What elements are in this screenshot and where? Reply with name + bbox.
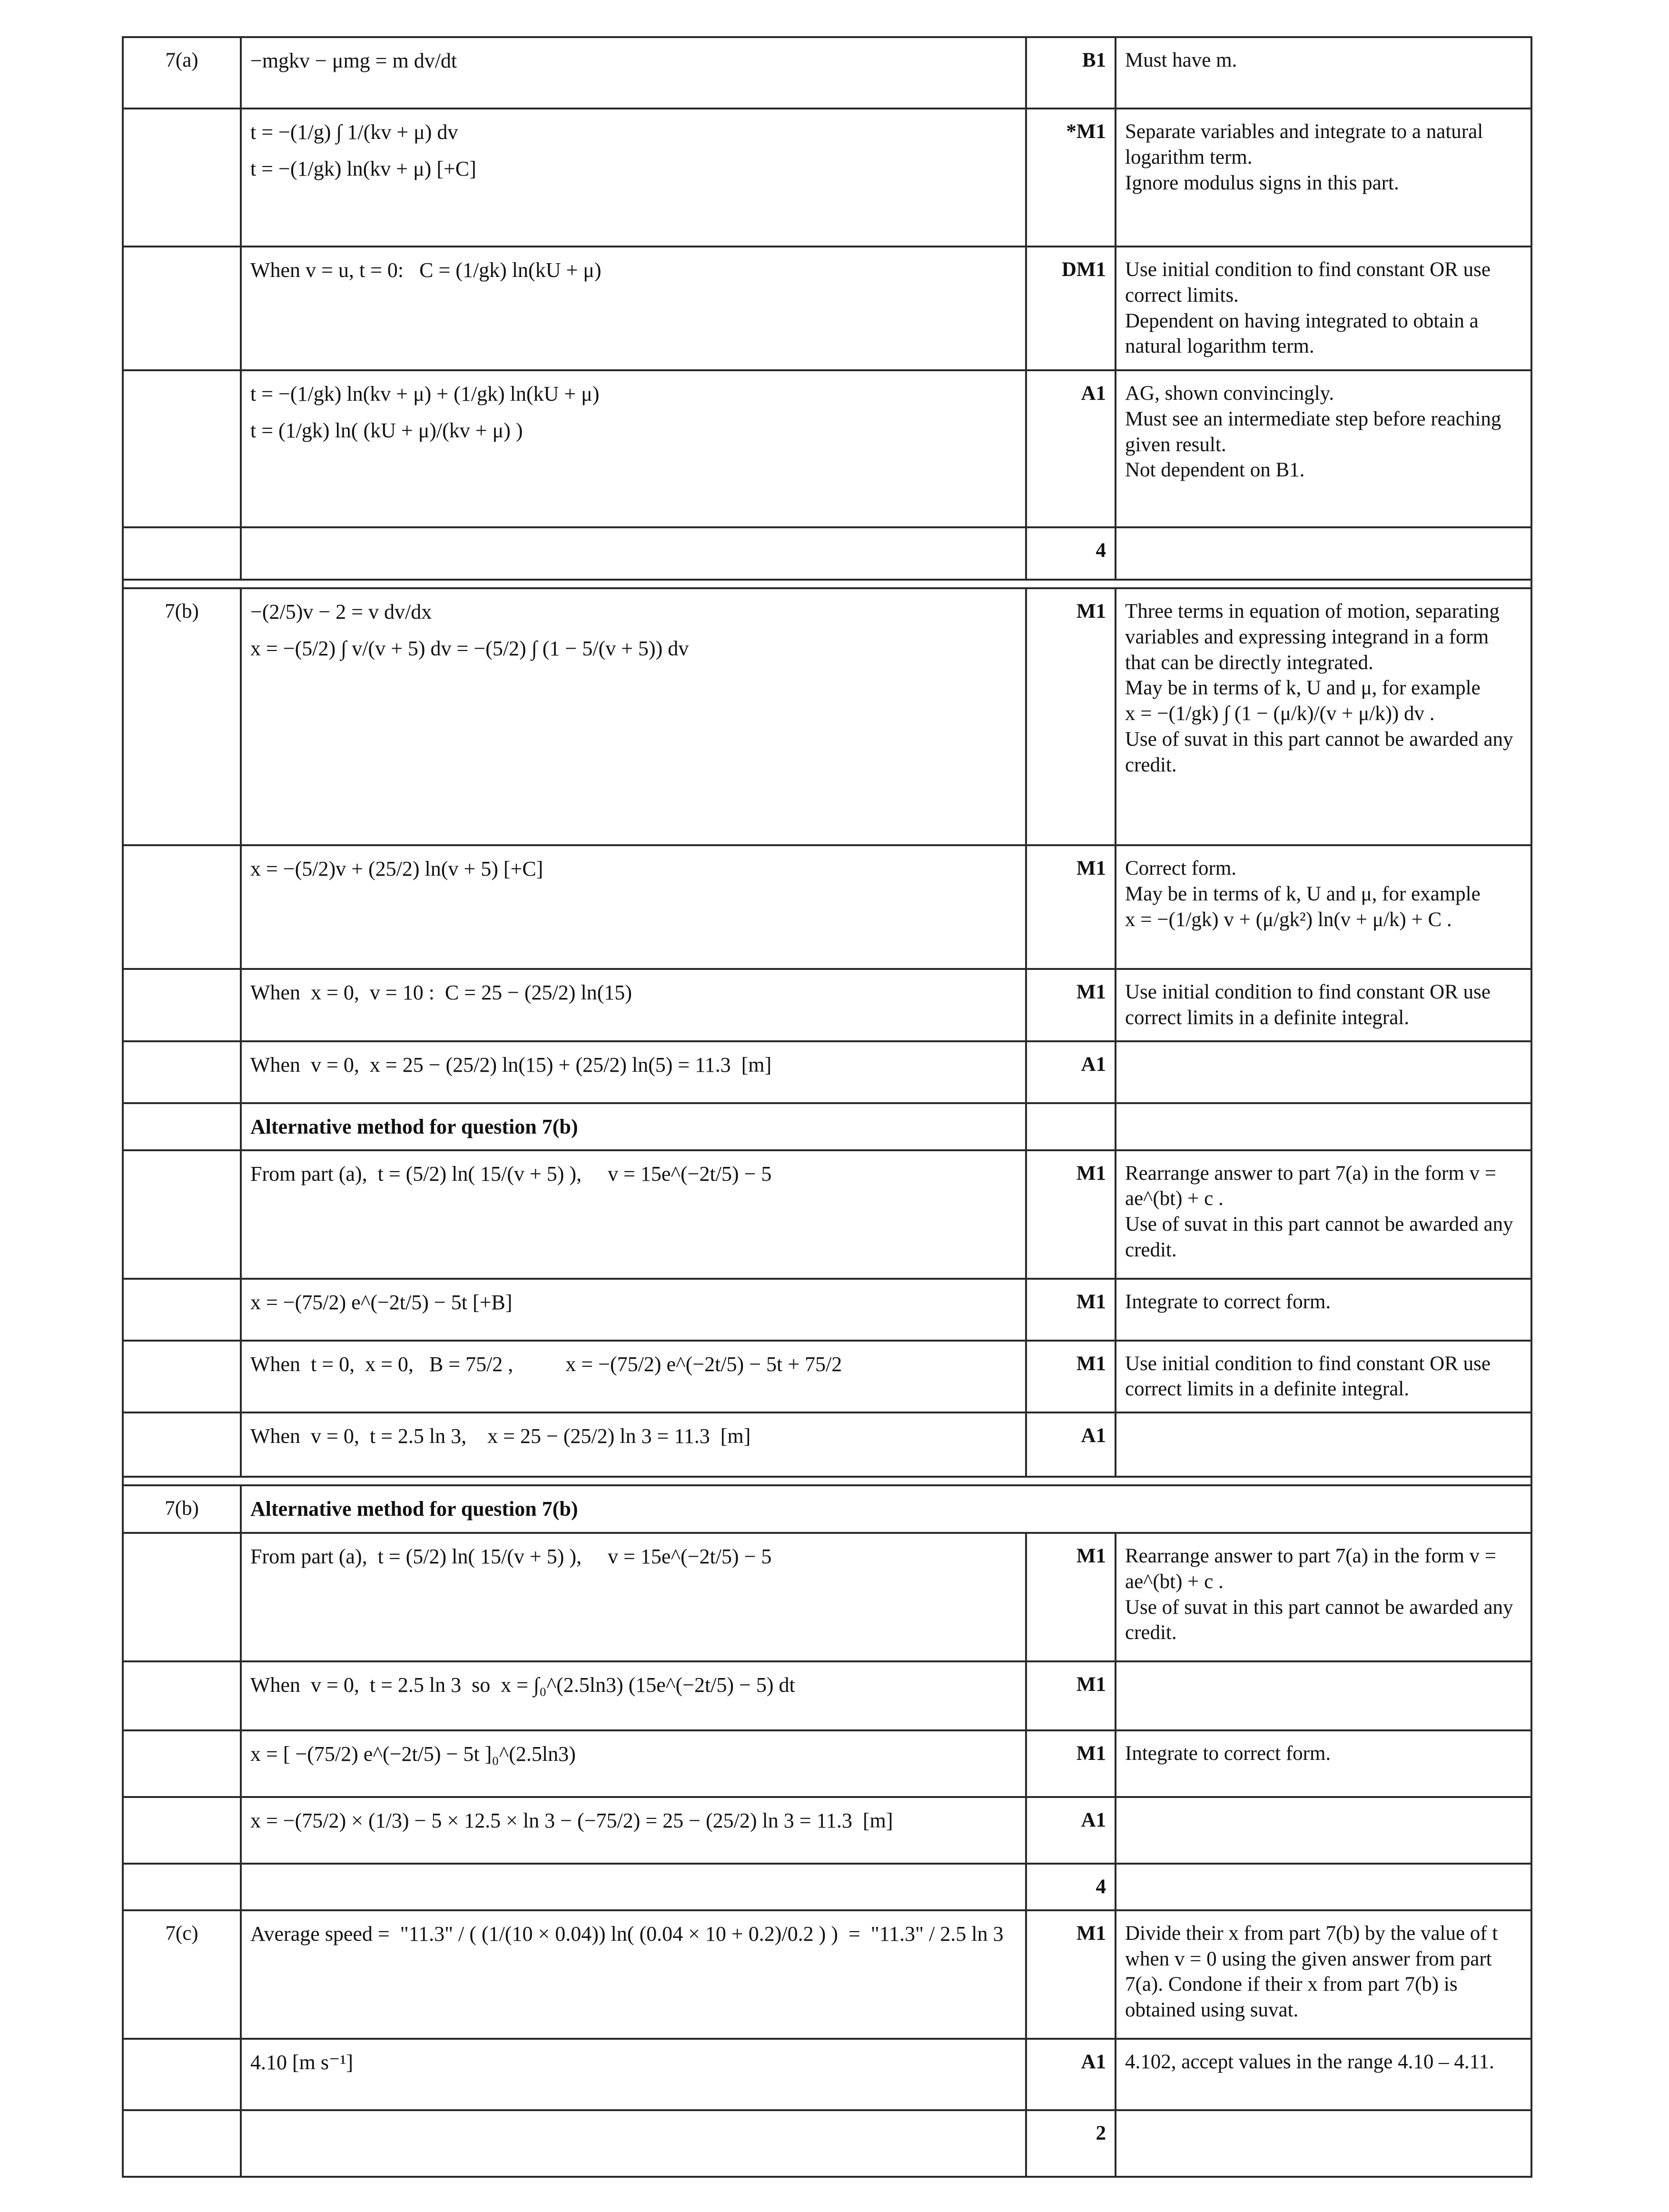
question-number (123, 1661, 241, 1730)
mark-row (123, 1864, 1531, 1910)
guidance-notes (1116, 1661, 1531, 1730)
question-number (123, 1341, 241, 1413)
mark-code: *M1 (1026, 109, 1116, 247)
answer-cell (241, 588, 1026, 845)
answer-cell (241, 2039, 1026, 2110)
mark-row (123, 37, 1531, 109)
question-number (123, 969, 241, 1041)
guidance-notes: Rearrange answer to part 7(a) in the form v = ae^(bt) + c . Use of suvat in this part cannot be awarded any credit. (1116, 1533, 1531, 1661)
guidance-notes (1116, 2110, 1531, 2177)
question-number (123, 527, 241, 580)
question-number (123, 370, 241, 527)
mark-row (123, 1910, 1531, 2039)
mark-scheme-table (122, 36, 1532, 2178)
guidance-notes (1116, 527, 1531, 580)
mark-row (123, 1279, 1531, 1341)
question-number (123, 1730, 241, 1797)
answer-line: From part (a), t = (5/2) ln( 15/(v + 5) ), v = 15e^(−2t/5) − 5 (250, 1545, 772, 1568)
question-number (123, 845, 241, 969)
mark-code: A1 (1026, 2039, 1116, 2110)
answer-cell (241, 37, 1026, 109)
mark-row (123, 1533, 1531, 1661)
question-number (123, 1533, 241, 1661)
question-number: 7(c) (123, 1910, 241, 2039)
answer-cell (241, 1485, 1531, 1533)
mark-row (123, 1797, 1531, 1864)
answer-cell (241, 1279, 1026, 1341)
answer-cell (241, 1341, 1026, 1413)
answer-cell (241, 1864, 1026, 1910)
question-number (123, 1150, 241, 1279)
answer-line: When v = u, t = 0: C = (1/gk) ln(kU + μ) (250, 258, 602, 282)
question-number: 7(b) (123, 1485, 241, 1533)
answer-cell (241, 1910, 1026, 2039)
answer-line: When t = 0, x = 0, B = 75/2 , x = −(75/2) e^(−2t/5) − 5t + 75/2 (250, 1352, 842, 1376)
answer-line: t = −(1/g) ∫ 1/(kv + μ) dv (250, 120, 458, 144)
mark-code: M1 (1026, 1341, 1116, 1413)
mark-code: M1 (1026, 1661, 1116, 1730)
answer-line: t = −(1/gk) ln(kv + μ) + (1/gk) ln(kU + μ) (250, 382, 600, 405)
answer-line: When v = 0, t = 2.5 ln 3 so x = ∫₀^(2.5ln3) (15e^(−2t/5) − 5) dt (250, 1673, 795, 1697)
section-separator (123, 1477, 1531, 1485)
mark-row (123, 1041, 1531, 1103)
guidance-notes: Correct form. May be in terms of k, U and μ, for example x = −(1/gk) v + (μ/gk²) ln(v + μ/k) + C . (1116, 845, 1531, 969)
mark-row (123, 969, 1531, 1041)
mark-code: M1 (1026, 1533, 1116, 1661)
answer-line: t = (1/gk) ln( (kU + μ)/(kv + μ) ) (250, 419, 523, 442)
answer-line: From part (a), t = (5/2) ln( 15/(v + 5) ), v = 15e^(−2t/5) − 5 (250, 1162, 772, 1185)
answer-cell (241, 1533, 1026, 1661)
mark-row (123, 527, 1531, 580)
marks-total: 2 (1026, 2110, 1116, 2177)
answer-cell (241, 1661, 1026, 1730)
mark-code (1026, 1103, 1116, 1150)
guidance-notes: Three terms in equation of motion, separating variables and expressing integrand in a form that can be directly integrated. May be in terms of k, U and μ, for example x = −(1/gk) ∫ (1 − (μ/k)/(v + μ/k)) dv . Use of suvat in this part cannot be awarded any credit. (1116, 588, 1531, 845)
mark-row (123, 1661, 1531, 1730)
guidance-notes: Divide their x from part 7(b) by the value of t when v = 0 using the given answer from part 7(a). Condone if their x from part 7(b) is obtained using suvat. (1116, 1910, 1531, 2039)
mark-row (123, 1412, 1531, 1477)
mark-row (123, 109, 1531, 247)
separator-cell (123, 580, 1531, 588)
guidance-notes: Use initial condition to find constant OR use correct limits in a definite integral. (1116, 1341, 1531, 1413)
question-number: 7(b) (123, 588, 241, 845)
mark-row (123, 2039, 1531, 2110)
question-number (123, 1279, 241, 1341)
guidance-notes: Use initial condition to find constant OR use correct limits. Dependent on having integrated to obtain a natural logarithm term. (1116, 247, 1531, 370)
guidance-notes: Rearrange answer to part 7(a) in the form v = ae^(bt) + c . Use of suvat in this part cannot be awarded any credit. (1116, 1150, 1531, 1279)
separator-cell (123, 1477, 1531, 1485)
mark-code: B1 (1026, 37, 1116, 109)
answer-line: x = −(75/2) × (1/3) − 5 × 12.5 × ln 3 − (−75/2) = 25 − (25/2) ln 3 = 11.3 [m] (250, 1809, 893, 1832)
question-number (123, 1797, 241, 1864)
answer-cell (241, 109, 1026, 247)
guidance-notes (1116, 1864, 1531, 1910)
question-number (123, 1412, 241, 1477)
mark-row (123, 845, 1531, 969)
marks-total: 4 (1026, 1864, 1116, 1910)
answer-cell (241, 370, 1026, 527)
alternative-method-heading: Alternative method for question 7(b) (250, 1115, 578, 1138)
mark-code: M1 (1026, 969, 1116, 1041)
mark-row (123, 588, 1531, 845)
guidance-notes (1116, 1041, 1531, 1103)
guidance-notes: Must have m. (1116, 37, 1531, 109)
answer-cell (241, 1041, 1026, 1103)
question-number (123, 109, 241, 247)
answer-cell (241, 969, 1026, 1041)
answer-cell (241, 1412, 1026, 1477)
answer-line: −mgkv − μmg = m dv/dt (250, 49, 457, 72)
question-number (123, 1041, 241, 1103)
question-number (123, 1103, 241, 1150)
answer-line: t = −(1/gk) ln(kv + μ) [+C] (250, 157, 476, 180)
alternative-method-heading: Alternative method for question 7(b) (250, 1497, 578, 1521)
guidance-notes (1116, 1797, 1531, 1864)
answer-cell (241, 1150, 1026, 1279)
mark-code: M1 (1026, 1279, 1116, 1341)
answer-line: x = [ −(75/2) e^(−2t/5) − 5t ]₀^(2.5ln3) (250, 1742, 576, 1766)
answer-line: x = −(5/2)v + (25/2) ln(v + 5) [+C] (250, 857, 543, 880)
mark-code: M1 (1026, 1730, 1116, 1797)
mark-row (123, 247, 1531, 370)
mark-code: M1 (1026, 1910, 1116, 2039)
answer-line: x = −(5/2) ∫ v/(v + 5) dv = −(5/2) ∫ (1 − 5/(v + 5)) dv (250, 637, 689, 660)
guidance-notes (1116, 1412, 1531, 1477)
answer-cell (241, 2110, 1026, 2177)
guidance-notes: 4.102, accept values in the range 4.10 – 4.11. (1116, 2039, 1531, 2110)
mark-code: A1 (1026, 1041, 1116, 1103)
mark-code: M1 (1026, 1150, 1116, 1279)
mark-row (123, 1341, 1531, 1413)
guidance-notes: Integrate to correct form. (1116, 1279, 1531, 1341)
answer-cell (241, 527, 1026, 580)
guidance-notes: Integrate to correct form. (1116, 1730, 1531, 1797)
answer-line: When v = 0, x = 25 − (25/2) ln(15) + (25/2) ln(5) = 11.3 [m] (250, 1053, 772, 1076)
mark-code: M1 (1026, 845, 1116, 969)
answer-cell (241, 845, 1026, 969)
answer-cell (241, 1797, 1026, 1864)
question-number (123, 1864, 241, 1910)
answer-line: Average speed = "11.3" / ( (1/(10 × 0.04)) ln( (0.04 × 10 + 0.2)/0.2 ) ) = "11.3" / 2.5 ln 3 (250, 1922, 1004, 1945)
mark-scheme-body (123, 37, 1531, 2177)
answer-line: 4.10 [m s⁻¹] (250, 2050, 354, 2074)
mark-code: M1 (1026, 588, 1116, 845)
mark-code: A1 (1026, 1412, 1116, 1477)
section-separator (123, 580, 1531, 588)
mark-code: A1 (1026, 1797, 1116, 1864)
question-number: 7(a) (123, 37, 241, 109)
answer-cell (241, 247, 1026, 370)
guidance-notes: AG, shown convincingly. Must see an intermediate step before reaching given result. Not dependent on B1. (1116, 370, 1531, 527)
question-number (123, 2039, 241, 2110)
guidance-notes: Separate variables and integrate to a natural logarithm term. Ignore modulus signs in this part. (1116, 109, 1531, 247)
answer-cell (241, 1103, 1026, 1150)
mark-row (123, 2110, 1531, 2177)
answer-line: When v = 0, t = 2.5 ln 3, x = 25 − (25/2) ln 3 = 11.3 [m] (250, 1424, 751, 1448)
marks-total: 4 (1026, 527, 1116, 580)
guidance-notes (1116, 1103, 1531, 1150)
mark-row (123, 370, 1531, 527)
answer-line: −(2/5)v − 2 = v dv/dx (250, 600, 432, 623)
mark-code: A1 (1026, 370, 1116, 527)
answer-line: When x = 0, v = 10 : C = 25 − (25/2) ln(15) (250, 981, 632, 1004)
guidance-notes: Use initial condition to find constant OR use correct limits in a definite integral. (1116, 969, 1531, 1041)
mark-row (123, 1103, 1531, 1150)
mark-row (123, 1485, 1531, 1533)
mark-row (123, 1150, 1531, 1279)
question-number (123, 2110, 241, 2177)
mark-row (123, 1730, 1531, 1797)
mark-code: DM1 (1026, 247, 1116, 370)
answer-cell (241, 1730, 1026, 1797)
question-number (123, 247, 241, 370)
answer-line: x = −(75/2) e^(−2t/5) − 5t [+B] (250, 1290, 513, 1314)
